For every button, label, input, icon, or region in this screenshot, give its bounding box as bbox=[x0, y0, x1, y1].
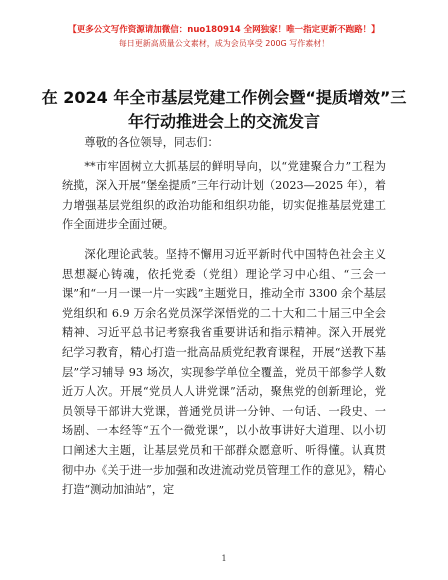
promo-banner bbox=[0, 24, 448, 50]
promo-membership-line: 每日更新高质量公文素材，成为会员享受 200G 写作素材！ bbox=[118, 39, 330, 48]
promo-wechat-line: 【更多公文写作资源请加微信：nuo180914 全网独家！唯一指定更新不跑路！】 bbox=[68, 25, 380, 35]
salutation: 尊敬的各位领导，同志们： bbox=[84, 136, 219, 149]
page-number: 1 bbox=[221, 554, 227, 563]
body-paragraph: **市牢固树立大抓基层的鲜明导向，以“党建聚合力”工程为统揽，深入开展“堡垒提质”三年行动计划（2023—2025 年），着力增强基层党组织的政治功能和组织功能，切实促推基层党建工作全面进步全面过硬。 bbox=[62, 159, 386, 232]
document-body bbox=[62, 133, 386, 500]
document-title: 在 2024 年全市基层党建工作例会暨“提质增效”三年行动推进会上的交流发言 bbox=[41, 88, 407, 131]
body-paragraph: 深化理论武装。坚持不懈用习近平新时代中国特色社会主义思想凝心铸魂，依托党委（党组）理论学习中心组、“三会一课”和“一月一课一片一实践”主题党日，推动全市 3300 余个基层党组织和 6.9 万余名党员深学深悟党的二十大和二十届三中全会精神、习近平总书记考察我省重要讲话和指示精神。深入开展党纪学习教育，精心打造一批高品质党纪教育课程，开展“送教下基层”学习辅导 93 场次，实现参学单位全覆盖，党员干部参学人数近万人次。开展“党员人人讲党课”活动，聚焦党的创新理论，党员领导干部讲大党课，普通党员讲一分钟、一句话、一段史、一场剧、一本经等“五个一微党课”，以小故事讲好大道理、以小切口阐述大主题，让基层党员和干部群众愿意听、听得懂。认真贯彻中办《关于进一步加强和改进流动党员管理工作的意见》，精心打造“测动加油站”，定 bbox=[62, 247, 386, 497]
